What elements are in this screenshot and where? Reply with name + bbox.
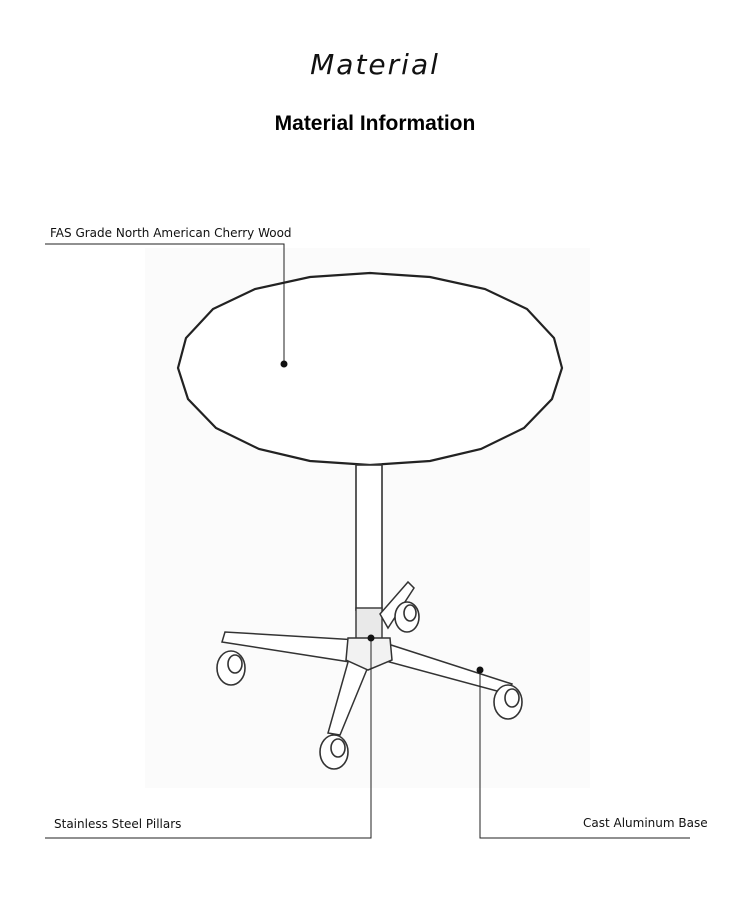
stainless-steel-pillar	[356, 465, 382, 643]
section-subtitle: Material Information	[274, 112, 476, 135]
callout-label-pillar: Stainless Steel Pillars	[54, 817, 182, 831]
callout-label-base: Cast Aluminum Base	[583, 816, 708, 830]
page-title: Material	[310, 48, 440, 81]
callout-label-wood-top: FAS Grade North American Cherry Wood	[50, 226, 292, 240]
table-top	[178, 273, 562, 465]
